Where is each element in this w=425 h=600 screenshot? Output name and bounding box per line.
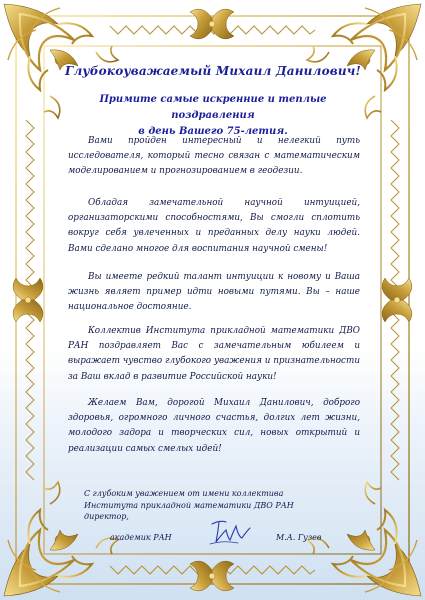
subgreeting-line-2: в день Вашего 75-летия. (138, 126, 288, 137)
closing-line: С глубоким уважением от имени коллектива (84, 489, 284, 498)
letter-greeting: Глубокоуважаемый Михаил Данилович! (64, 64, 362, 78)
letter-paragraph: Коллектив Института прикладной математики ДВО РАН поздравляет Вас с замечательным юбилеем и выражает чувство глубокого уважения и признательности за Ваш вклад в развитие Российской науки! (68, 326, 360, 382)
letter-paragraph: Желаем Вам, дорогой Михаил Данилович, доброго здоровья, огромного личного счастья, долгих лет жизни, молодого задора и творческих сил, новых открытий и реализации самых смелых идей! (68, 398, 360, 454)
signer-title: академик РАН (110, 533, 172, 542)
letter-paragraph: Вами пройден интересный и нелегкий путь исследователя, который тесно связан с математическим моделированием и прогнозированием в геодезии. (68, 136, 360, 177)
letter-paragraph: Обладая замечательной научной интуицией, организаторскими способностями, Вы смогли сплотить вокруг себя увлеченных и преданных делу науки людей. Вами сделано многое для воспитания научной смены! (68, 198, 360, 254)
signer-name: М.А. Гузев (276, 533, 322, 542)
letter-subgreeting (60, 92, 366, 140)
letter-paragraph: Вы имеете редкий талант интуиции к новому и Ваша жизнь являет пример идти новыми путями. Вы – наше национальное достояние. (68, 272, 360, 313)
handwritten-signature (208, 516, 252, 548)
closing-block (84, 488, 324, 523)
closing-line: директор, (84, 512, 129, 521)
subgreeting-line-1: Примите самые искренние и теплые поздравления (99, 94, 327, 121)
closing-line: Института прикладной математики ДВО РАН (84, 500, 294, 510)
